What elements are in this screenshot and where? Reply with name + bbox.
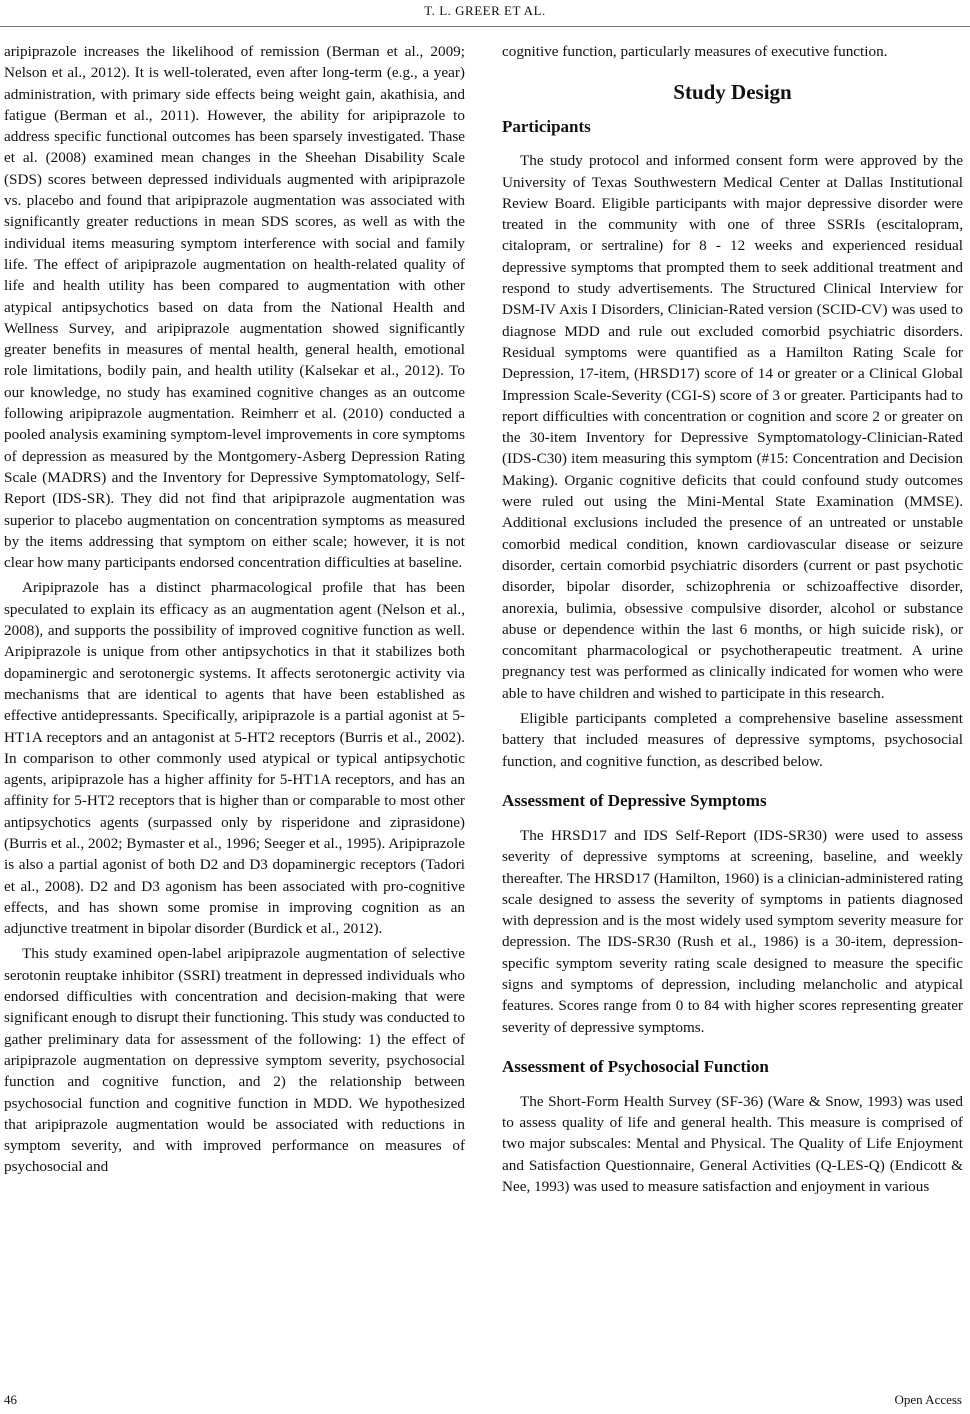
paragraph: The study protocol and informed consent form were approved by the University of Texas Southwestern Medical Center at Dallas Institutional Review Board. Eligible participants with major depressive disorder were treated in the community with one of three SSRIs (escitalopram, citalopram, or sertraline) for 8 - 12 weeks and experienced residual depressive symptoms that prompted them to seek additional treatment and respond to study advertisements. The Structured Clinical Interview for DSM-IV Axis I Disorders, Clinician-Rated version (SCID-CV) was used to diagnose MDD and rule out excluded comorbid psychiatric disorders. Residual symptoms were quantified as a Hamilton Rating Scale for Depression, 17-item, (HRSD17) score of 14 or greater or a Clinical Global Impression Scale-Severity (CGI-S) score of 3 or greater. Participants had to report difficulties with concentration or cognition and score 2 or greater on the 30-item Inventory for Depressive Symptomatology-Clinician-Rated (IDS-C30) item measuring this symptom (#15: Concentration and Decision Making). Organic cognitive deficits that could confound study outcomes were ruled out using the Mini-Mental State Examination (MMSE). Additional exclusions included the presence of an untreated or unstable comorbid medical condition, known cardiovascular disease or seizure disorder, certain comorbid psychiatric disorders (current or past psychotic disorder, bipolar disorder, schizophrenia or schizoaffective disorder, anorexia, bulimia, obsessive compulsive disorder, alcohol or substance abuse or dependence within the last 6 months, or high suicide risk), or concomitant pharmacological or psychotherapeutic treatment. A urine pregnancy test was performed as clinically indicated for women who were able to have children and wished to participate in this research. bbox=[502, 152, 963, 702]
paragraph: cognitive function, particularly measures of executive function. bbox=[502, 43, 888, 60]
header-rule bbox=[0, 26, 970, 27]
paragraph: aripiprazole increases the likelihood of remission (Berman et al., 2009; Nelson et al., 2012). It is well-tolerated, even after long-term (e.g., a year) administration, with primary side effects being weight gain, akathisia, and fatigue (Berman et al., 2011). However, the ability for aripiprazole to address specific functional outcomes has been sparsely investigated. Thase et al. (2008) examined mean changes in the Sheehan Disability Scale (SDS) scores between depressed individuals augmented with aripiprazole vs. placebo and found that aripiprazole augmentation was associated with significantly greater reductions in mean SDS scores, as well as with the individual items measuring symptom interference with social and family life. The effect of aripiprazole augmentation on health-related quality of life and health utility has been compared to augmentation with other atypical antipsychotics based on data from the National Health and Wellness Survey, and aripiprazole augmentation showed significantly greater benefits in measures of mental health, general health, emotional role limitations, bodily pain, and health utility (Kalsekar et al., 2012). To our knowledge, no study has examined cognitive changes as an outcome following aripiprazole augmentation. Reimherr et al. (2010) conducted a pooled analysis examining symptom-level improvements in core symptoms of depression as measured by the Montgomery-Asberg Depression Rating Scale (MADRS) and the Inventory for Depressive Symptomatology, Self-Report (IDS-SR). They did not find that aripiprazole augmentation was superior to placebo augmentation on concentration symptoms as measured by the items addressing that symptom on either scale; however, it is not clear how many participants endorsed concentration difficulties at baseline. bbox=[4, 43, 465, 572]
paragraph: Eligible participants completed a comprehensive baseline assessment battery that included measures of depressive symptoms, psychosocial function, and cognitive function, as described below. bbox=[502, 710, 963, 770]
journal-label: Open Access bbox=[894, 1392, 962, 1407]
running-head: T. L. GREER ET AL. bbox=[424, 3, 546, 18]
section-title: Study Design bbox=[673, 80, 792, 105]
subsection-heading: Assessment of Psychosocial Function bbox=[502, 1056, 769, 1076]
paragraph: This study examined open-label aripiprazole augmentation of selective serotonin reuptake inhibitor (SSRI) treatment in depressed individuals who endorsed difficulties with concentration and decision-making that were significant enough to disrupt their functioning. This study was conducted to gather preliminary data for assessment of the following: 1) the effect of aripiprazole augmentation on depressive symptom severity, psychosocial function and cognitive function, and 2) the relationship between psychosocial function and cognitive function in MDD. We hypothesized that aripiprazole augmentation would be associated with reductions in symptom severity, and with improved performance on measures of psychosocial and bbox=[4, 945, 465, 1176]
page-number: 46 bbox=[4, 1392, 17, 1407]
paragraph: Aripiprazole has a distinct pharmacological profile that has been speculated to explain its efficacy as an augmentation agent (Nelson et al., 2008), and supports the possibility of improved cognitive function as well. Aripiprazole is unique from other antipsychotics in that it stabilizes both dopaminergic and serotonergic systems. It affects serotonergic activity via mechanisms that are identical to agents that have been established as effective antidepressants. Specifically, aripiprazole is a partial agonist at 5-HT1A receptors and an antagonist at 5-HT2 receptors (Burris et al., 2002). In comparison to other commonly used atypical or typical antipsychotic agents, aripiprazole has a higher affinity for 5-HT1A receptors, and has an affinity for 5-HT2 receptors that is higher than or comparable to most other antipsychotics agents (surpassed only by risperidone and ziprasidone) (Burris et al., 2002; Bymaster et al., 1996; Seeger et al., 1995). Aripiprazole is also a partial agonist of both D2 and D3 dopaminergic receptors (Tadori et al., 2008). D2 and D3 agonism has been associated with pro-cognitive effects, and has shown some promise in improving cognition as an adjunctive treatment in bipolar disorder (Burdick et al., 2012). bbox=[4, 579, 465, 938]
paragraph: The HRSD17 and IDS Self-Report (IDS-SR30) were used to assess severity of depressive symptoms at screening, baseline, and weekly thereafter. The HRSD17 (Hamilton, 1960) is a clinician-administered rating scale designed to assess the severity of symptoms in patients diagnosed with depression and is the most widely used symptom severity measure for depression. The IDS-SR30 (Rush et al., 1986) is a 30-item, depression-specific symptom severity rating scale designed to measure the specific signs and symptoms of depression, including melancholic and atypical features. Scores range from 0 to 84 with higher scores representing greater severity of depressive symptoms. bbox=[502, 826, 963, 1036]
paragraph: The Short-Form Health Survey (SF-36) (Ware & Snow, 1993) was used to assess quality of life and general health. This measure is comprised of two major subscales: Mental and Physical. The Quality of Life Enjoyment and Satisfaction Questionnaire, General Activities (Q-LES-Q) (Endicott & Nee, 1993) was used to measure satisfaction and enjoyment in various bbox=[502, 1092, 963, 1196]
right-column bbox=[502, 41, 963, 1197]
subsection-heading: Assessment of Depressive Symptoms bbox=[502, 790, 767, 810]
subsection-heading: Participants bbox=[502, 117, 591, 137]
left-column bbox=[4, 41, 465, 1178]
